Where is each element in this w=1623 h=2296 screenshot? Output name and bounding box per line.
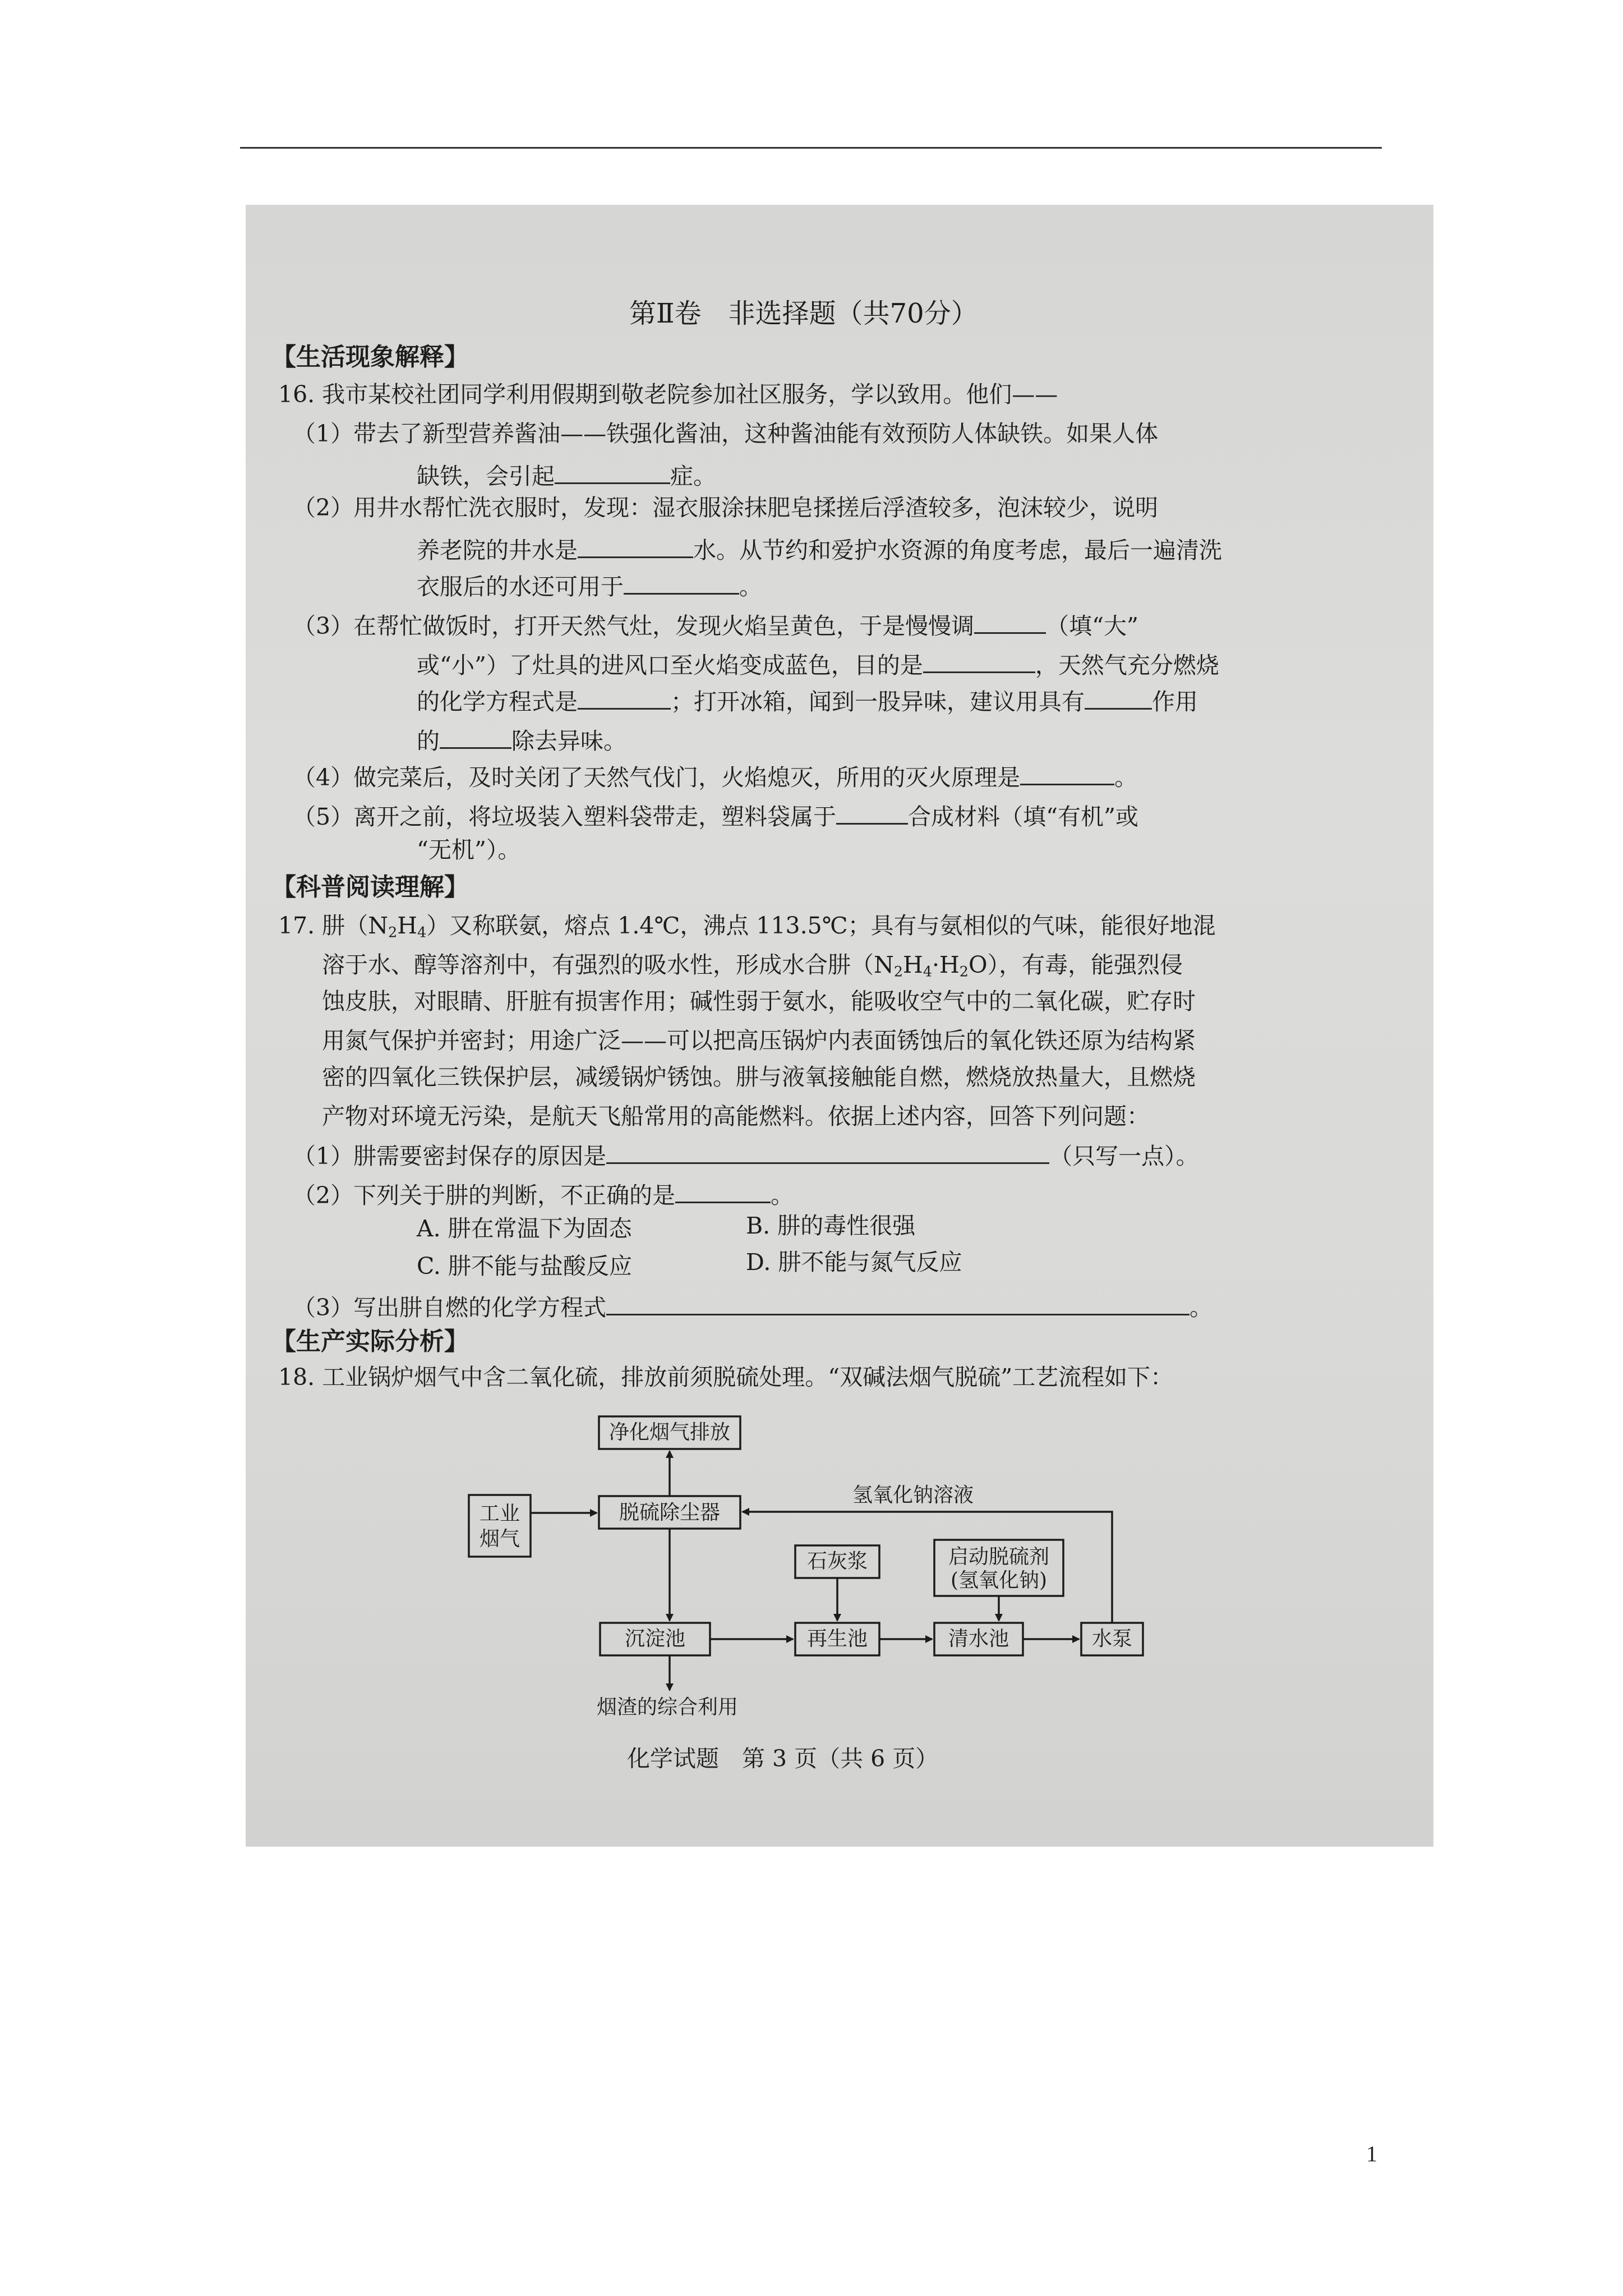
q17-line: 产物对环境无污染，是航天飞船常用的高能燃料。依据上述内容，回答下列问题：: [322, 1103, 1150, 1130]
scrubber-label: 脱硫除尘器: [619, 1501, 721, 1524]
settling-tank-label: 沉淀池: [624, 1627, 686, 1650]
q16-line: 缺铁，会引起 症。: [417, 462, 716, 490]
page-number: 1: [1366, 2141, 1377, 2166]
q16-line: （4）做完菜后，及时关闭了天然气伐门，火焰熄灭，所用的灭火原理是 。: [293, 763, 1138, 791]
q17-line: 溶于水、醇等溶剂中，有强烈的吸水性，形成水合肼$(N_2H_4\cdot H_2O)$，有毒，能强烈侵: [322, 951, 1183, 980]
option-b: B. 肼的毒性很强: [746, 1212, 916, 1239]
option-d: D. 肼不能与氮气反应: [746, 1249, 962, 1276]
lime-slurry-label: 石灰浆: [806, 1550, 868, 1573]
q16-line: 的 除去异味。: [417, 727, 626, 754]
option-a: A. 肼在常温下为固态: [417, 1215, 632, 1242]
q17-line: 密的四氧化三铁保护层，减缓锅炉锈蚀。肼与液氧接触能自燃，燃烧放热量大，且燃烧: [322, 1064, 1196, 1091]
exam-page-photo: [246, 205, 1433, 1847]
arrow: [743, 1512, 1112, 1623]
process-flow-diagram: [246, 205, 1433, 1847]
regen-tank-label: 再生池: [806, 1627, 868, 1650]
clear-water-label: 清水池: [948, 1627, 1009, 1650]
pump-label: 水泵: [1091, 1627, 1133, 1650]
q17-question: （2）下列关于肼的判断，不正确的是 。: [293, 1181, 794, 1209]
section-title: 第Ⅱ卷 非选择题（共70分）: [629, 298, 978, 329]
q16-line: （2）用井水帮忙洗衣服时，发现：湿衣服涂抹肥皂揉搓后浮渣较多，泡沫较少，说明: [293, 494, 1159, 521]
q16-line: “无机”）。: [417, 836, 521, 863]
q16-line: （5）离开之前，将垃圾装入塑料袋带走，塑料袋属于 合成材料（填“有机”或: [293, 803, 1139, 830]
section-heading-1: 【生活现象解释】: [271, 343, 469, 371]
q17-question: （1）肼需要密封保存的原因是 （只写一点）。: [293, 1142, 1199, 1170]
section-heading-2: 【科普阅读理解】: [271, 873, 469, 901]
q16-line: 养老院的井水是 水。从节约和爱护水资源的角度考虑，最后一遍清洗: [417, 536, 1222, 564]
naoh-solution-label: 氢氧化钠溶液: [852, 1484, 974, 1507]
option-c: C. 肼不能与盐酸反应: [417, 1253, 632, 1280]
q17-line: 用氮气保护并密封；用途广泛——可以把高压锅炉内表面锈蚀后的氧化铁还原为结构紧: [322, 1027, 1196, 1054]
q16-line: （3）在帮忙做饭时，打开天然气灶，发现火焰呈黄色，于是慢慢调 （填“大”: [293, 612, 1139, 639]
q17-line: 蚀皮肤，对眼睛、肝脏有损害作用；碱性弱于氨水，能吸收空气中的二氧化碳，贮存时: [322, 988, 1196, 1015]
starter-agent-label: (氢氧化钠): [950, 1569, 1048, 1592]
q18-stem: 18. 工业锅炉烟气中含二氧化硫，排放前须脱硫处理。“双碱法烟气脱硫”工艺流程如下：: [278, 1364, 1174, 1391]
residue-label: 烟渣的综合利用: [597, 1696, 739, 1719]
flue-gas-label: 烟气: [479, 1527, 520, 1550]
q17-line: 17. 肼$(N_2H_4)$又称联氨，熔点 1.4℃，沸点 113.5℃；具有与氨相似的气味，能很好地混: [278, 912, 1216, 941]
starter-agent-label: 启动脱硫剂: [948, 1545, 1050, 1568]
q16-line: 的化学方程式是 ；打开冰箱，闻到一股异味，建议用具有 作用: [417, 688, 1198, 715]
q16-stem: 16. 我市某校社团同学利用假期到敬老院参加社区服务，学以致用。他们——: [278, 381, 1058, 408]
exhaust-label: 净化烟气排放: [608, 1421, 731, 1444]
section-heading-3: 【生产实际分析】: [271, 1327, 469, 1356]
page-footer: 化学试题 第 3 页（共 6 页）: [627, 1745, 939, 1772]
q16-line: （1）带去了新型营养酱油——铁强化酱油，这种酱油能有效预防人体缺铁。如果人体: [293, 420, 1159, 447]
q17-question: （3）写出肼自燃的化学方程式 。: [293, 1294, 1213, 1321]
q16-line: 或“小”）了灶具的进风口至火焰变成蓝色，目的是 ，天然气充分燃烧: [417, 651, 1219, 679]
header-rule: [240, 147, 1382, 149]
q16-line: 衣服后的水还可用于 。: [417, 573, 762, 600]
flue-gas-label: 工业: [479, 1502, 520, 1525]
